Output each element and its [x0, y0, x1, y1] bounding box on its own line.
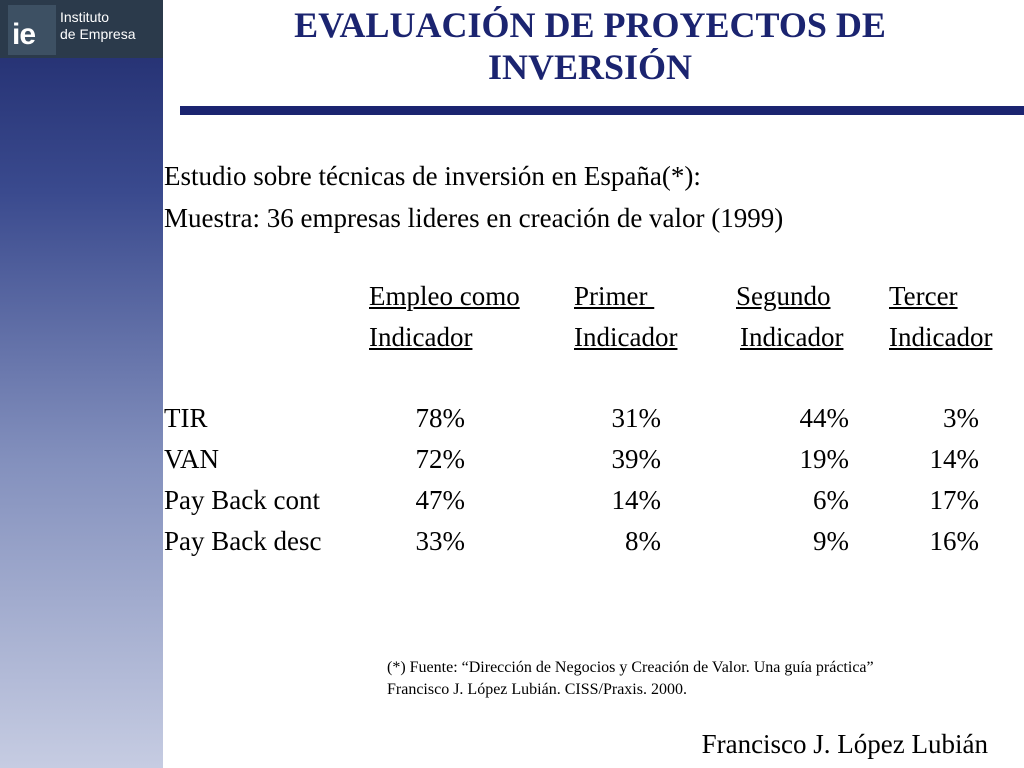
institution-logo — [0, 0, 163, 58]
column-header-line-2: Indicador — [740, 322, 844, 352]
column-header-line-1: Empleo como — [369, 281, 520, 311]
table-cell: 39% — [611, 444, 661, 474]
title-line-1: EVALUACIÓN DE PROYECTOS DE — [294, 5, 886, 45]
table-cell: 6% — [813, 485, 849, 515]
table-cell: 19% — [799, 444, 849, 474]
footnote-line-1: (*) Fuente: “Dirección de Negocios y Creación de Valor. Una guía práctica” — [387, 659, 874, 676]
intro-line-2: Muestra: 36 empresas lideres en creación de valor (1999) — [164, 203, 784, 233]
table-cell: 78% — [415, 403, 465, 433]
table-cell: 44% — [799, 403, 849, 433]
column-header-tercer — [889, 276, 992, 358]
table-cell: 3% — [943, 403, 979, 433]
table-cell: 17% — [929, 485, 979, 515]
slide-title — [180, 4, 1000, 88]
column-header-segundo — [736, 276, 843, 358]
logo-ie: ie — [12, 18, 36, 51]
title-line-2: INVERSIÓN — [487, 47, 693, 87]
table-cell: 14% — [611, 485, 661, 515]
column-header-line-2: Indicador — [369, 322, 473, 352]
sidebar-gradient — [0, 0, 163, 768]
table-cell: 8% — [625, 526, 661, 556]
table-cell: 72% — [415, 444, 465, 474]
title-rule — [180, 106, 1024, 115]
author-name: Francisco J. López Lubián — [701, 729, 988, 759]
intro-text — [164, 155, 783, 239]
row-label-payback-cont: Pay Back cont — [164, 485, 320, 515]
intro-line-1: Estudio sobre técnicas de inversión en España(*): — [164, 161, 701, 191]
row-label-payback-desc: Pay Back desc — [164, 526, 322, 556]
column-header-line-2: Indicador — [574, 322, 678, 352]
footnote-line-2: Francisco J. López Lubián. CISS/Praxis. 2000. — [387, 681, 687, 698]
table-cell: 31% — [611, 403, 661, 433]
column-header-line-2: Indicador — [889, 322, 993, 352]
logo-text — [60, 9, 135, 43]
column-header-line-1: Tercer — [889, 281, 958, 311]
table-cell: 33% — [415, 526, 465, 556]
column-header-line-1: Primer — [574, 281, 655, 311]
logo-line-1: Instituto — [60, 9, 110, 25]
column-header-line-1: Segundo — [736, 281, 831, 311]
table-cell: 14% — [929, 444, 979, 474]
column-header-primer — [574, 276, 677, 358]
table-cell: 9% — [813, 526, 849, 556]
table-cell: 47% — [415, 485, 465, 515]
table-cell: 16% — [929, 526, 979, 556]
column-header-empleo — [369, 276, 520, 358]
row-label-tir: TIR — [164, 403, 208, 433]
source-footnote — [387, 657, 874, 701]
logo-line-2: de Empresa — [60, 26, 136, 42]
row-label-van: VAN — [164, 444, 220, 474]
